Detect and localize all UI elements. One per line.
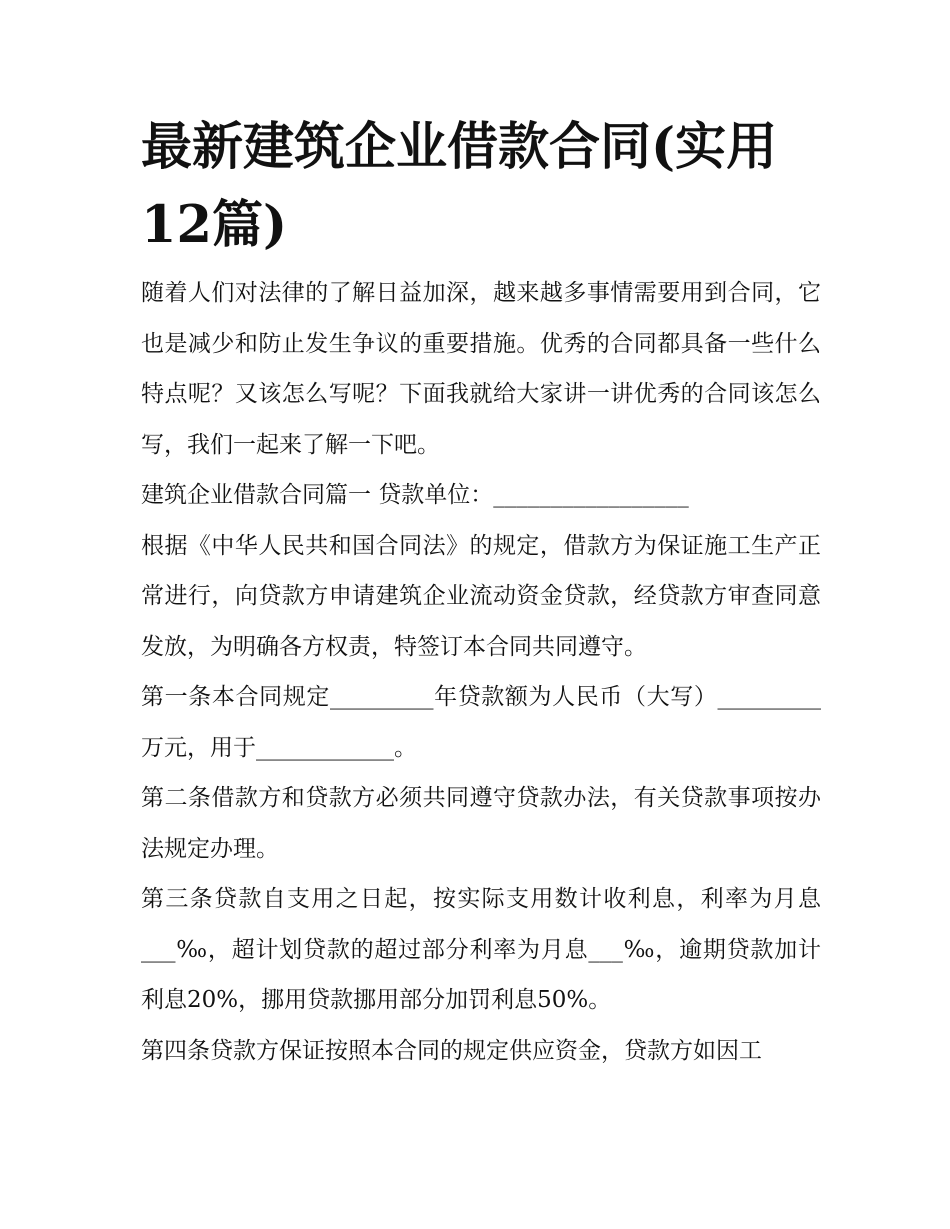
article-2-paragraph: 第二条借款方和贷款方必须共同遵守贷款办法，有关贷款事项按办法规定办理。 bbox=[141, 785, 821, 862]
document-title: 最新建筑企业借款合同(实用12篇) bbox=[141, 117, 778, 255]
document-page bbox=[141, 108, 821, 1076]
article-4-paragraph: 第四条贷款方保证按照本合同的规定供应资金，贷款方如因工 bbox=[141, 1037, 762, 1064]
article-1-paragraph: 第一条本合同规定_________年贷款额为人民币（大写）_________万元，用于____________。 bbox=[141, 684, 821, 761]
section-heading-lender: 建筑企业借款合同篇一 贷款单位：_________________ bbox=[141, 482, 689, 508]
preamble-paragraph: 根据《中华人民共和国合同法》的规定，借款方为保证施工生产正常进行，向贷款方申请建筑企业流动资金贷款，经贷款方审查同意发放，为明确各方权责，特签订本合同共同遵守。 bbox=[141, 532, 821, 660]
intro-paragraph: 随着人们对法律的了解日益加深，越来越多事情需要用到合同，它也是减少和防止发生争议的重要措施。优秀的合同都具备一些什么特点呢？又该怎么写呢？下面我就给大家讲一讲优秀的合同该怎么写，我们一起来了解一下吧。 bbox=[141, 280, 821, 458]
article-3-paragraph: 第三条贷款自支用之日起，按实际支用数计收利息，利率为月息___‰，超计划贷款的超过部分利率为月息___‰，逾期贷款加计利息20%，挪用贷款挪用部分加罚利息50%。 bbox=[141, 886, 821, 1013]
